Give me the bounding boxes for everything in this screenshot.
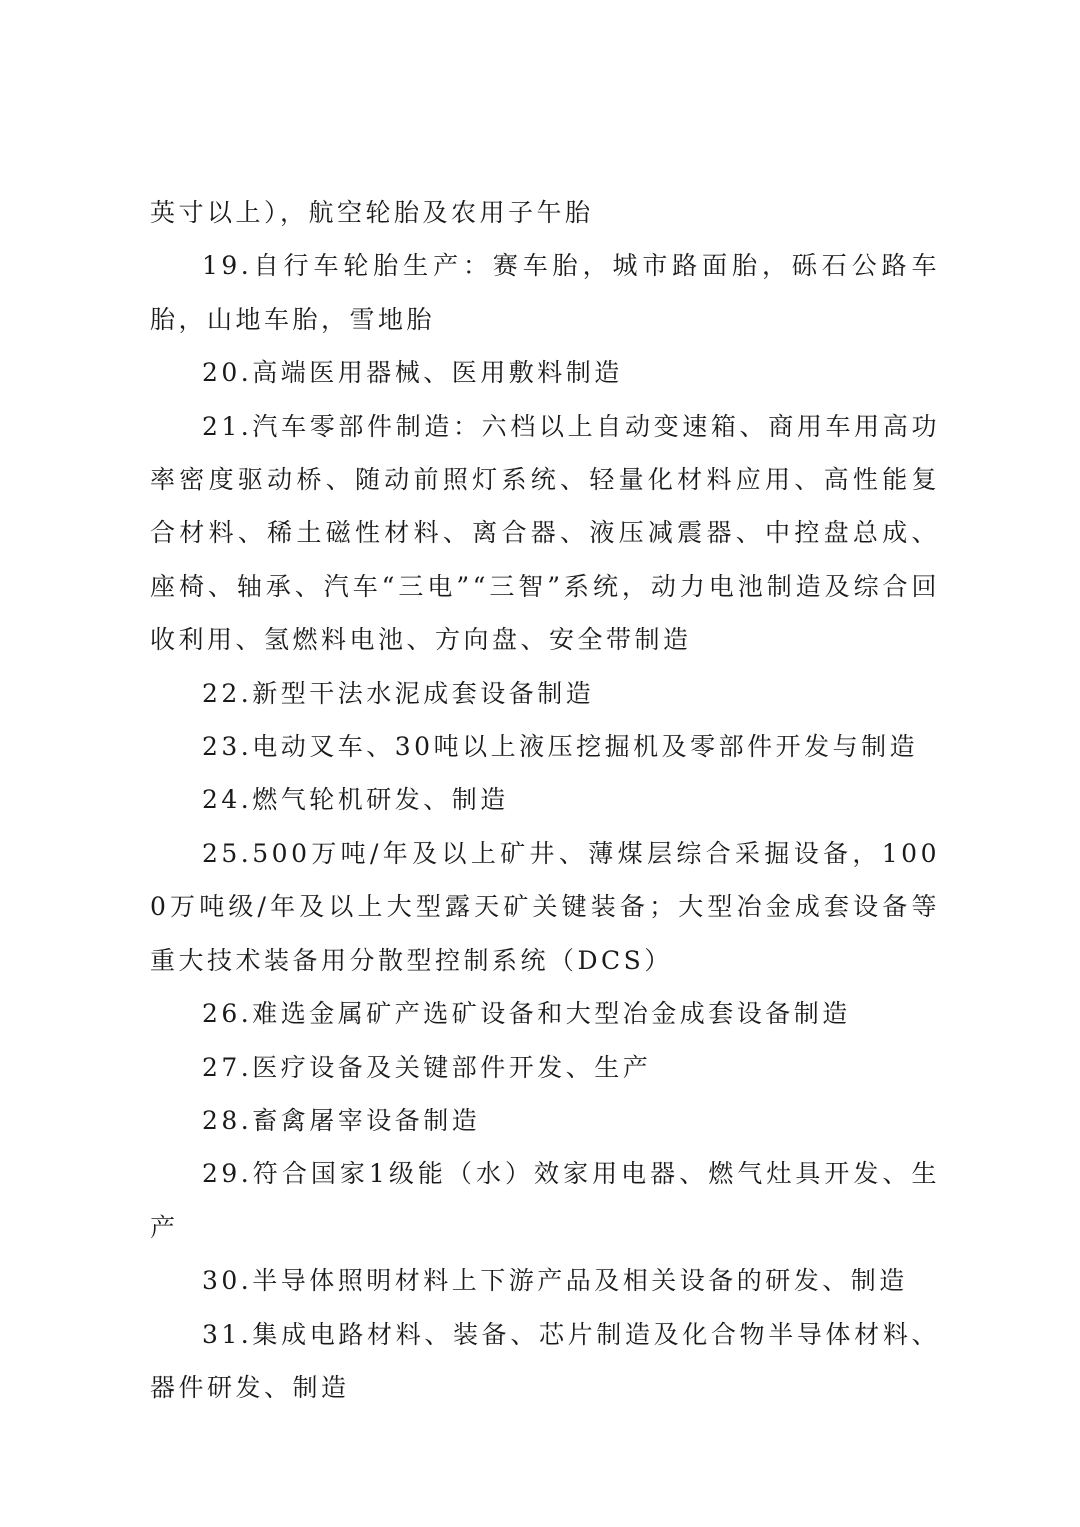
list-item-24: 24.燃气轮机研发、制造 [202, 785, 509, 815]
document-body [150, 186, 940, 1414]
list-item-19: 19.自行车轮胎生产：赛车胎，城市路面胎，砾石公路车胎，山地车胎，雪地胎 [150, 251, 940, 334]
list-item-21: 21.汽车零部件制造：六档以上自动变速箱、商用车用高功率密度驱动桥、随动前照灯系统、轻量化材料应用、高性能复合材料、稀土磁性材料、离合器、液压减震器、中控盘总成、座椅、轴承、汽车“三电”“三智”系统，动力电池制造及综合回收利用、氢燃料电池、方向盘、安全带制造 [150, 411, 940, 655]
list-item-22: 22.新型干法水泥成套设备制造 [202, 678, 595, 708]
list-item-28: 28.畜禽屠宰设备制造 [202, 1105, 481, 1135]
list-item-23: 23.电动叉车、30吨以上液压挖掘机及零部件开发与制造 [202, 732, 919, 762]
paragraph-continuation: 英寸以上），航空轮胎及农用子午胎 [150, 198, 594, 227]
list-item-26: 26.难选金属矿产选矿设备和大型冶金成套设备制造 [202, 999, 851, 1029]
list-item-29: 29.符合国家1级能（水）效家用电器、燃气灶具开发、生产 [150, 1159, 940, 1242]
list-item-27: 27.医疗设备及关键部件开发、生产 [202, 1052, 652, 1082]
list-item-20: 20.高端医用器械、医用敷料制造 [202, 358, 623, 388]
list-item-30: 30.半导体照明材料上下游产品及相关设备的研发、制造 [202, 1266, 908, 1296]
list-item-25: 25.500万吨/年及以上矿井、薄煤层综合采掘设备，1000万吨级/年及以上大型露天矿关键装备；大型冶金成套设备等重大技术装备用分散型控制系统（DCS） [150, 838, 940, 975]
list-item-31: 31.集成电路材料、装备、芯片制造及化合物半导体材料、器件研发、制造 [150, 1319, 940, 1402]
